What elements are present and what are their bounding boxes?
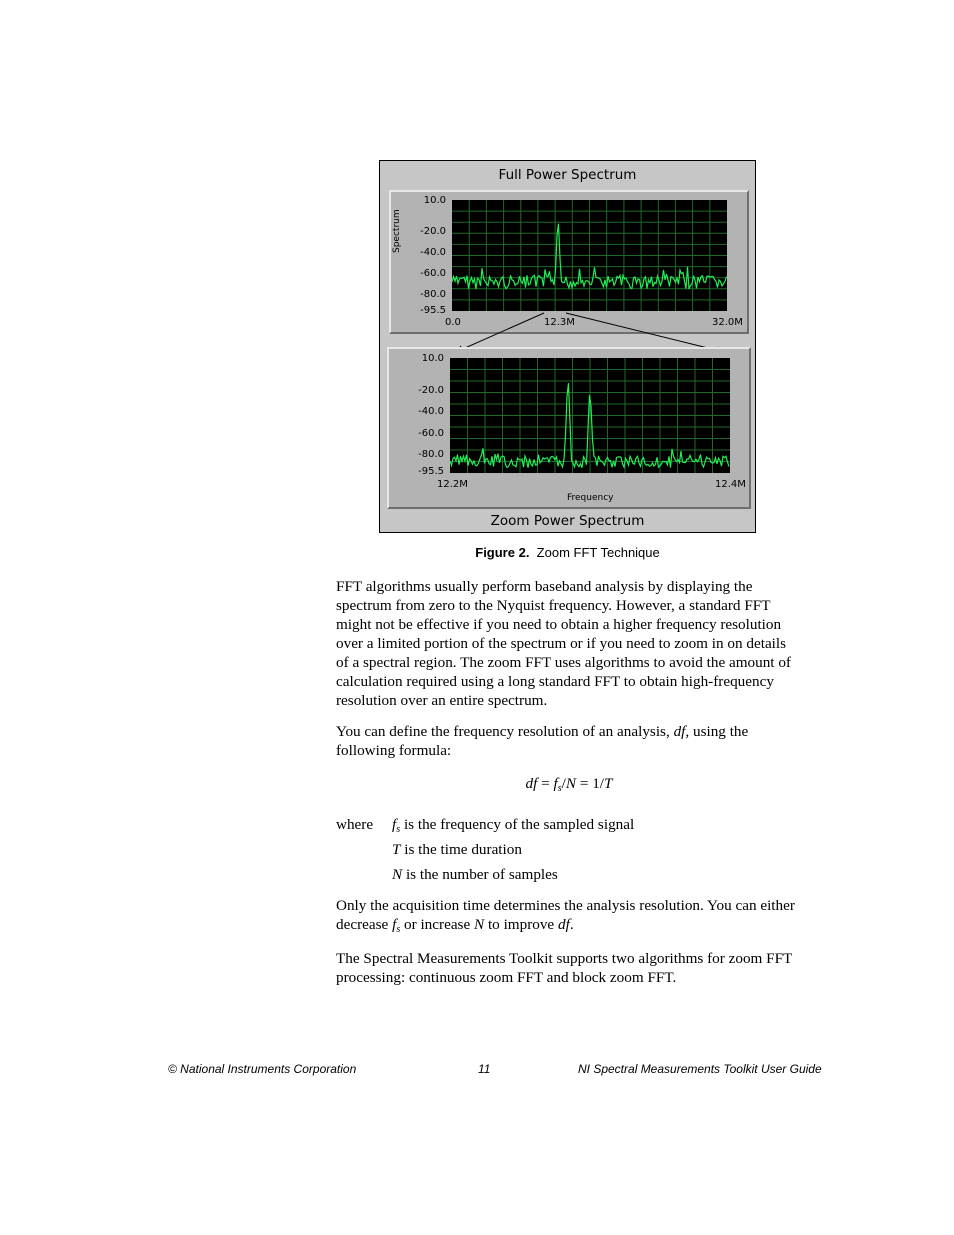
var-df: df (557, 916, 570, 933)
definition-N (392, 862, 634, 887)
paragraph-text: FFT algorithms usually perform baseband analysis by displaying the spectrum from zero to the Nyquist frequency. However, a standard FFT might not be effective if you need to obtain a higher frequency resolution over a limited portion of the spectrum or if you need to zoom in on details of a spectral region. The zoom FFT uses algorithms to avoid the amount of calculation required using a long standard FFT to obtain high-frequency resolution over an entire spectrum. (336, 578, 791, 709)
paragraph-acquisition-time (336, 896, 802, 934)
top-y-tick: -40.0 (420, 247, 446, 258)
top-y-tick: -80.0 (420, 289, 446, 300)
where-label: where (336, 816, 374, 833)
definition-text: is the frequency of the sampled signal (400, 816, 635, 833)
text-run: using the following formula: (336, 723, 749, 759)
text-run: . (569, 916, 574, 933)
top-graph-title: Full Power Spectrum (498, 167, 637, 183)
paragraph-fft-baseband (336, 577, 802, 710)
zoom-power-spectrum-trace (450, 358, 730, 473)
text-run: to improve (484, 916, 558, 933)
var-T: T (392, 841, 401, 858)
var-N: N (474, 916, 485, 933)
top-x-tick: 12.3M (544, 317, 575, 328)
var-f: f (392, 916, 397, 933)
paragraph-text (336, 896, 802, 934)
bottom-graph-title: Zoom Power Spectrum (490, 513, 645, 529)
top-y-axis-title: Spectrum (392, 209, 402, 253)
caption-label: Figure 2. (475, 545, 530, 560)
caption-text: Zoom FFT Technique (536, 545, 660, 560)
bottom-y-tick: 10.0 (421, 353, 444, 364)
var-N: N (392, 866, 403, 883)
var-f: f (392, 816, 397, 833)
variable-df: df, (673, 723, 690, 740)
top-y-tick: 10.0 (423, 195, 446, 206)
definition-text: is the time duration (400, 841, 522, 858)
formula-sub-s: s (557, 783, 562, 794)
zoom-fft-figure (379, 160, 756, 533)
top-y-tick: -95.5 (420, 305, 446, 316)
bottom-plot-area (450, 358, 730, 473)
top-x-tick: 0.0 (445, 317, 461, 328)
text-run: Only the acquisition time determines the analysis resolution. You can either decrease (336, 897, 795, 933)
top-x-tick: 32.0M (712, 317, 743, 328)
resolution-formula (336, 775, 802, 793)
figure-caption (379, 545, 756, 560)
formula-N: N (565, 775, 577, 792)
bottom-x-axis-title: Frequency (567, 493, 614, 503)
bottom-y-tick: -80.0 (418, 449, 444, 460)
formula-f: f (553, 775, 558, 792)
formula-op: = (537, 775, 554, 792)
var-sub-s: s (396, 924, 401, 935)
bottom-y-tick: -60.0 (418, 428, 444, 439)
bottom-y-tick: -95.5 (418, 466, 444, 477)
definition-T (392, 837, 634, 862)
bottom-y-tick: -40.0 (418, 406, 444, 417)
footer-copyright: © National Instruments Corporation (168, 1062, 357, 1076)
zoom-arrows (380, 161, 757, 361)
bottom-x-tick: 12.2M (437, 479, 468, 490)
paragraph-text: The Spectral Measurements Toolkit supports two algorithms for zoom FFT processing: continuous zoom FFT and block zoom FFT. (336, 950, 793, 986)
formula-op: / (561, 775, 566, 792)
bottom-x-tick: 12.4M (715, 479, 746, 490)
formula-df: df (525, 775, 538, 792)
text-run: You can define the frequency resolution of an analysis, (336, 723, 674, 740)
var-sub-s: s (396, 824, 401, 835)
text-run: or increase (400, 916, 475, 933)
definition-text: is the number of samples (402, 866, 558, 883)
top-y-tick: -60.0 (420, 268, 446, 279)
footer-guide-title: NI Spectral Measurements Toolkit User Guide (578, 1062, 822, 1076)
footer-page-number: 11 (478, 1062, 491, 1076)
paragraph-text (336, 722, 802, 760)
definition-fs (392, 812, 634, 837)
paragraph-frequency-resolution (336, 722, 802, 760)
paragraph-toolkit-algorithms (336, 949, 802, 987)
bottom-y-tick: -20.0 (418, 385, 444, 396)
top-y-tick: -20.0 (420, 226, 446, 237)
formula-op: = 1/ (576, 775, 605, 792)
formula-T: T (604, 775, 613, 792)
